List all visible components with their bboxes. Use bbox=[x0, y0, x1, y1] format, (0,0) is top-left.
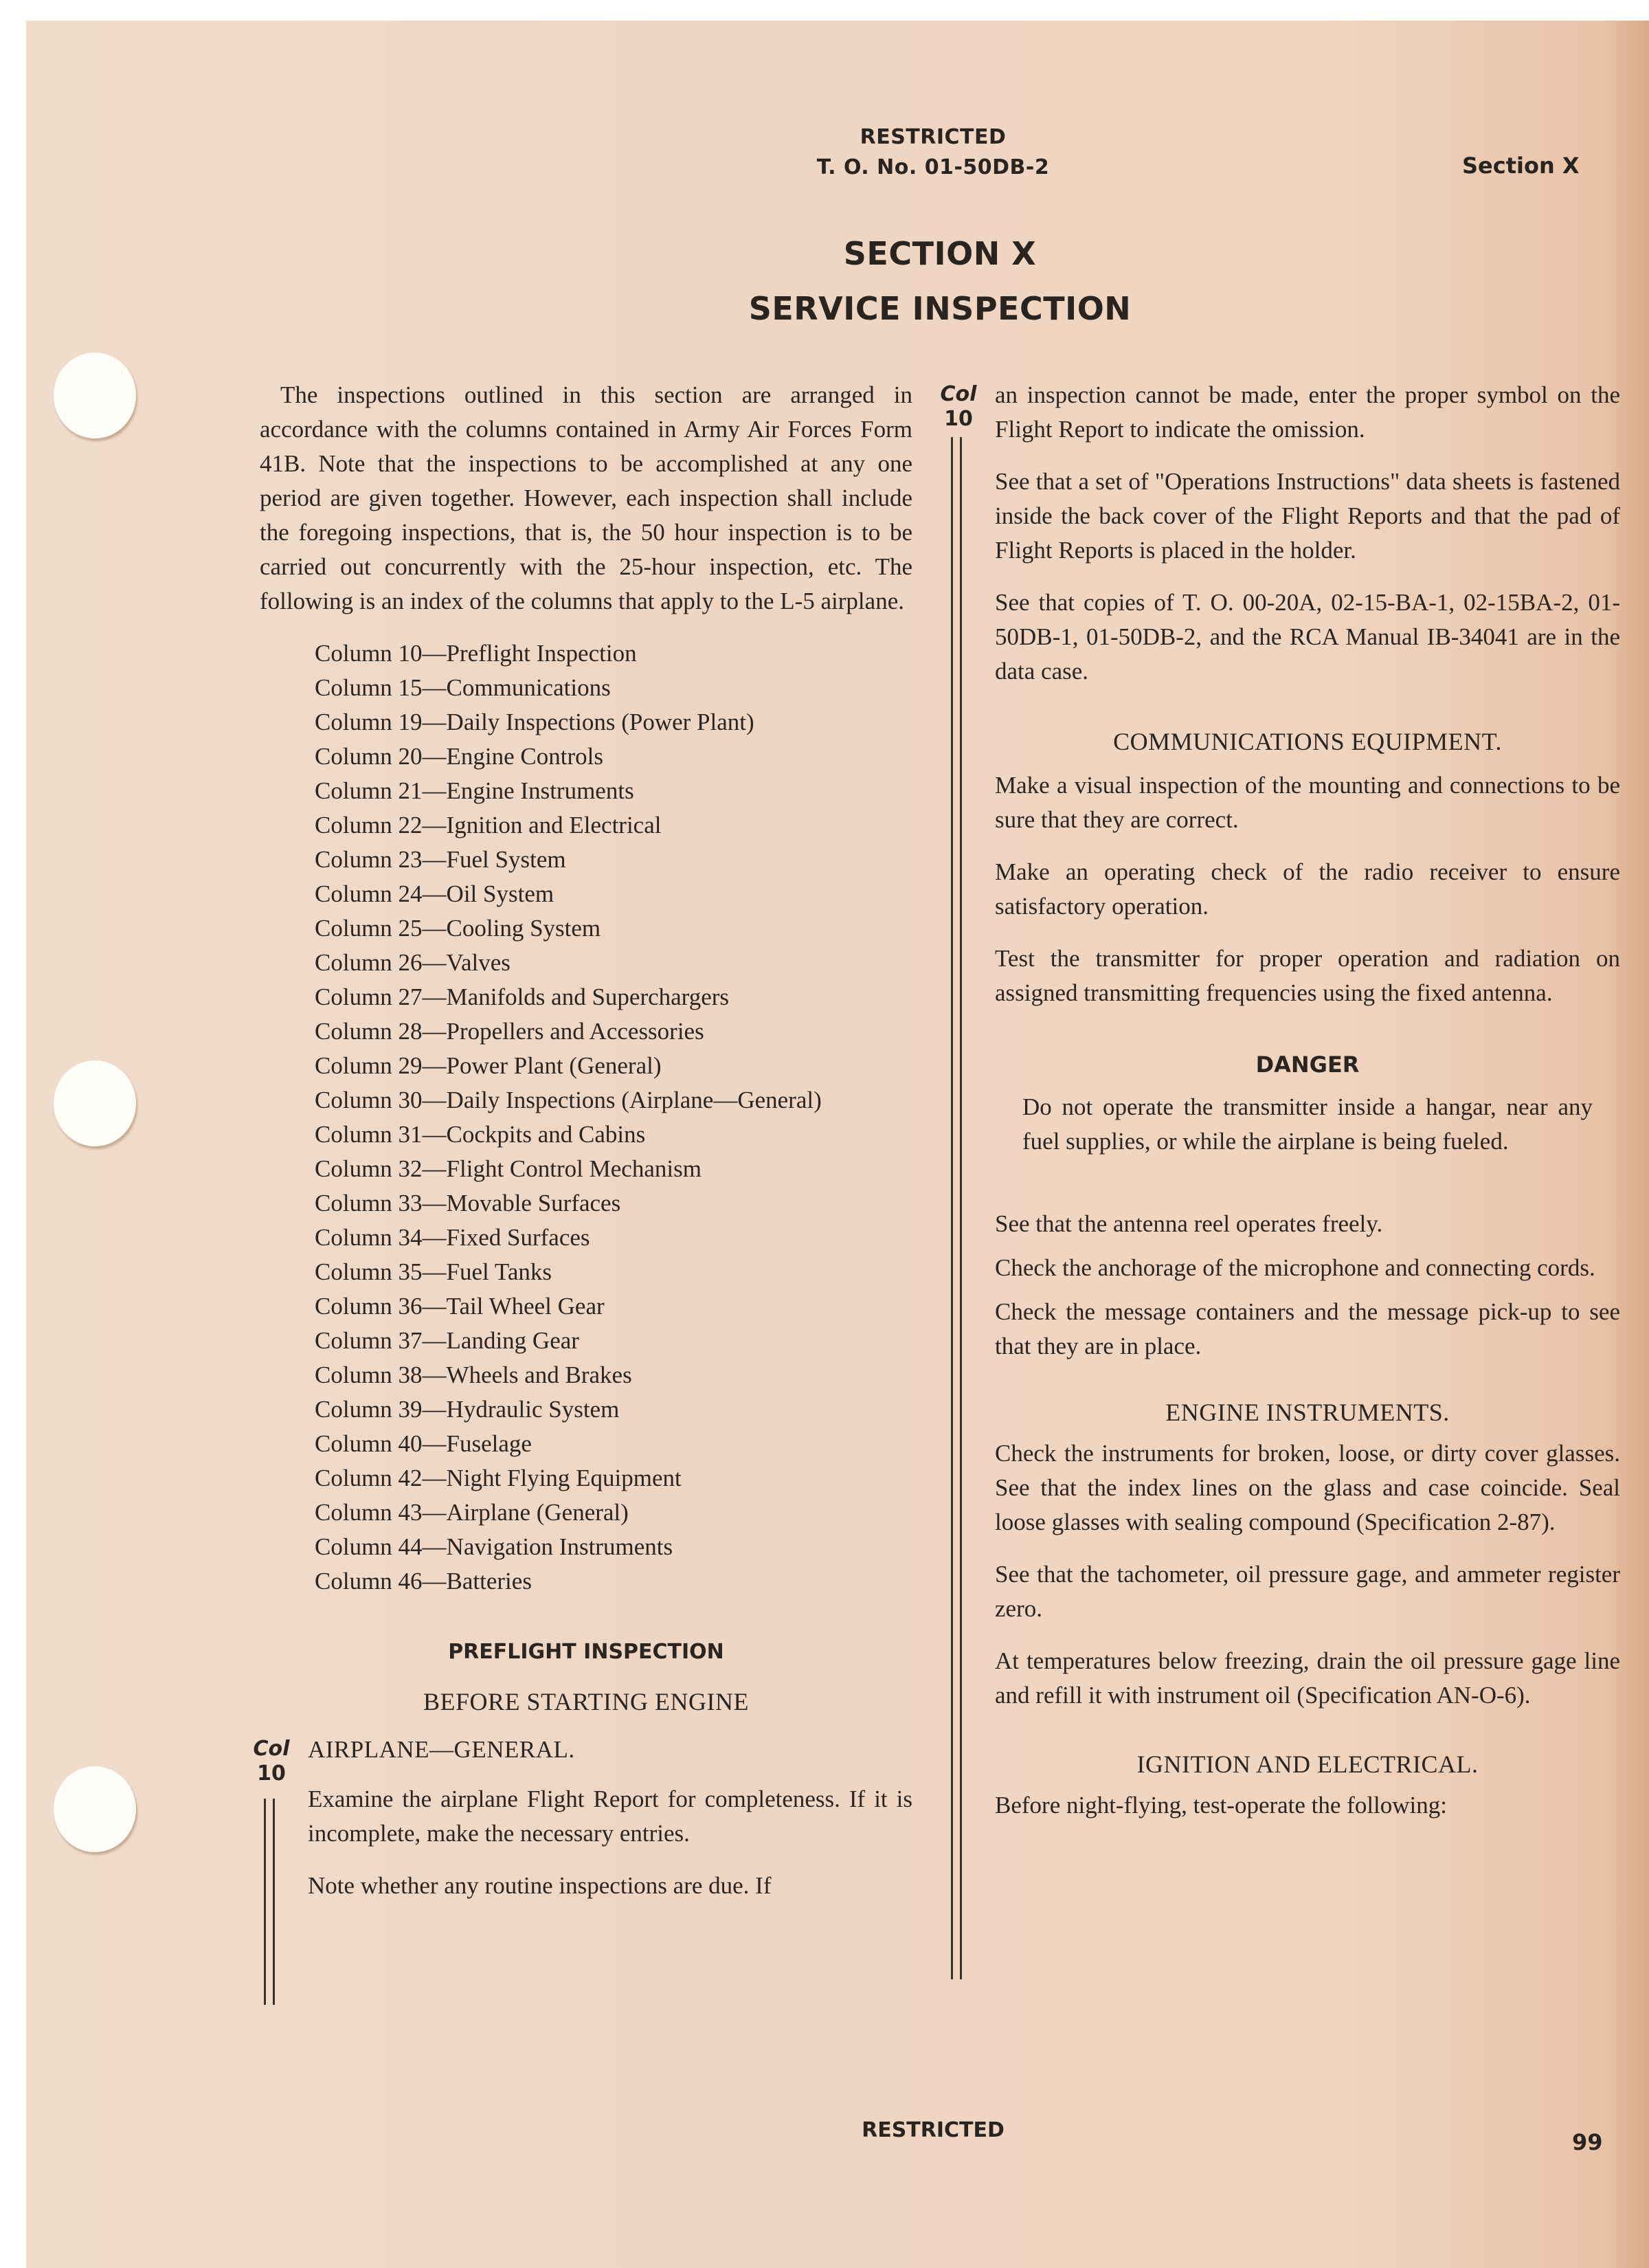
column-index-list bbox=[315, 636, 912, 1599]
column-index-item: Column 24—Oil System bbox=[315, 880, 554, 907]
column-marker-number: 10 bbox=[257, 1761, 286, 1786]
continued-paragraph: an inspection cannot be made, enter the proper symbol on the Flight Report to indicate the omission. bbox=[995, 381, 1620, 443]
intro-paragraph: The inspections outlined in this section are arranged in accordance with the columns contained in Army Air Forces Form 41B. Note that the inspections to be accomplished at any one period are given together. However, each inspection shall include the foregoing inspections, that is, the 50 hour inspection is to be carried out concurrently with the 25-hour inspection, etc. The following is an index of the columns that apply to the L-5 airplane. bbox=[260, 381, 912, 614]
comm-paragraph-4: See that the antenna reel operates freely. bbox=[995, 1210, 1383, 1237]
footer-classification: RESTRICTED bbox=[862, 2118, 1005, 2142]
danger-text: Do not operate the transmitter inside a hangar, near any fuel supplies, or while the airplane is being fueled. bbox=[1022, 1093, 1593, 1155]
column-index-item: Column 31—Cockpits and Cabins bbox=[315, 1121, 646, 1148]
column-index-item: Column 27—Manifolds and Superchargers bbox=[315, 983, 730, 1010]
column-index-item: Column 40—Fuselage bbox=[315, 1430, 532, 1457]
column-index-item: Column 39—Hydraulic System bbox=[315, 1396, 620, 1423]
engine-instruments-heading: ENGINE INSTRUMENTS. bbox=[1165, 1399, 1450, 1426]
header-classification: RESTRICTED bbox=[860, 125, 1007, 149]
column-change-bar bbox=[264, 1799, 275, 2005]
comm-paragraph-6: Check the message containers and the message pick-up to see that they are in place. bbox=[995, 1298, 1620, 1359]
page-number: 99 bbox=[1572, 2129, 1603, 2155]
preflight-para-2: Note whether any routine inspections are due. If bbox=[308, 1872, 772, 1899]
column-index-item: Column 30—Daily Inspections (Airplane—General) bbox=[315, 1087, 822, 1113]
binder-hole-bottom bbox=[54, 1766, 136, 1852]
column-index-item: Column 26—Valves bbox=[315, 949, 511, 976]
ignition-paragraph-1: Before night-flying, test-operate the following: bbox=[995, 1792, 1448, 1819]
ignition-electrical-heading: IGNITION AND ELECTRICAL. bbox=[1136, 1750, 1479, 1778]
ops-instructions-paragraph: See that a set of "Operations Instructions" data sheets is fastened inside the back cover of the Flight Reports and that the pad of Flight Reports is placed in the holder. bbox=[995, 468, 1620, 564]
column-index-item: Column 21—Engine Instruments bbox=[315, 777, 634, 804]
comm-paragraph-5: Check the anchorage of the microphone and connecting cords. bbox=[995, 1254, 1595, 1281]
preflight-heading: PREFLIGHT INSPECTION bbox=[448, 1640, 724, 1664]
column-marker-number: 10 bbox=[944, 407, 973, 431]
column-index-item: Column 29—Power Plant (General) bbox=[315, 1052, 662, 1079]
binder-hole-middle bbox=[54, 1060, 136, 1146]
column-index-item: Column 37—Landing Gear bbox=[315, 1327, 579, 1354]
copies-paragraph: See that copies of T. O. 00-20A, 02-15-BA-1, 02-15BA-2, 01-50DB-1, 01-50DB-2, and the RCA Manual IB-34041 are in the data case. bbox=[995, 589, 1620, 685]
before-starting-heading: BEFORE STARTING ENGINE bbox=[423, 1688, 749, 1715]
col10-block-left bbox=[253, 1733, 912, 1903]
section-name: SERVICE INSPECTION bbox=[748, 290, 1132, 327]
header-to-number: T. O. No. 01-50DB-2 bbox=[816, 155, 1050, 179]
header-section-tag: Section X bbox=[1462, 153, 1580, 179]
section-title: SECTION X bbox=[843, 235, 1037, 272]
col10-block-right bbox=[940, 378, 1620, 1823]
column-index-item: Column 10—Preflight Inspection bbox=[315, 640, 637, 667]
column-change-bar bbox=[951, 437, 962, 1979]
binder-hole-top bbox=[54, 353, 136, 438]
column-index-item: Column 32—Flight Control Mechanism bbox=[315, 1155, 702, 1182]
column-index-item: Column 42—Night Flying Equipment bbox=[315, 1465, 682, 1491]
column-index-item: Column 36—Tail Wheel Gear bbox=[315, 1293, 605, 1320]
danger-title: DANGER bbox=[1255, 1052, 1360, 1078]
column-index-item: Column 38—Wheels and Brakes bbox=[315, 1361, 632, 1388]
column-index-item: Column 20—Engine Controls bbox=[315, 743, 603, 770]
column-index-item: Column 34—Fixed Surfaces bbox=[315, 1224, 590, 1251]
column-index-item: Column 23—Fuel System bbox=[315, 846, 566, 873]
right-column bbox=[940, 378, 1620, 1823]
column-index-item: Column 28—Propellers and Accessories bbox=[315, 1018, 704, 1045]
column-index-item: Column 35—Fuel Tanks bbox=[315, 1258, 552, 1285]
column-index-item: Column 15—Communications bbox=[315, 674, 611, 701]
column-marker bbox=[940, 382, 977, 432]
column-index-item: Column 43—Airplane (General) bbox=[315, 1499, 629, 1526]
instruments-paragraph-1: Check the instruments for broken, loose, or dirty cover glasses. See that the index lines on the glass and case coincide. Seal loose glasses with sealing compound (Specification 2-87). bbox=[995, 1440, 1620, 1535]
comm-paragraph-1: Make a visual inspection of the mounting and connections to be sure that they are correct. bbox=[995, 772, 1620, 833]
column-marker bbox=[253, 1737, 290, 1786]
left-column bbox=[253, 378, 912, 1903]
column-index-item: Column 22—Ignition and Electrical bbox=[315, 812, 662, 838]
comm-paragraph-3: Test the transmitter for proper operation and radiation on assigned transmitting frequencies using the fixed antenna. bbox=[995, 945, 1620, 1006]
column-marker-label: Col bbox=[253, 1737, 290, 1761]
column-marker-label: Col bbox=[940, 382, 977, 406]
preflight-para-1: Examine the airplane Flight Report for completeness. If it is incomplete, make the necessary entries. bbox=[308, 1786, 912, 1847]
document-page bbox=[26, 21, 1649, 2268]
column-index-item: Column 25—Cooling System bbox=[315, 915, 601, 942]
instruments-paragraph-3: At temperatures below freezing, drain the oil pressure gage line and refill it with instrument oil (Specification AN-O-6). bbox=[995, 1647, 1620, 1709]
airplane-general-heading: AIRPLANE—GENERAL. bbox=[308, 1736, 575, 1763]
column-index-item: Column 46—Batteries bbox=[315, 1568, 532, 1594]
comm-paragraph-2: Make an operating check of the radio receiver to ensure satisfactory operation. bbox=[995, 858, 1620, 920]
instruments-paragraph-2: See that the tachometer, oil pressure gage, and ammeter register zero. bbox=[995, 1561, 1620, 1622]
column-index-item: Column 33—Movable Surfaces bbox=[315, 1190, 621, 1216]
column-index-item: Column 19—Daily Inspections (Power Plant) bbox=[315, 709, 754, 735]
column-index-item: Column 44—Navigation Instruments bbox=[315, 1533, 673, 1560]
communications-heading: COMMUNICATIONS EQUIPMENT. bbox=[1113, 728, 1502, 755]
